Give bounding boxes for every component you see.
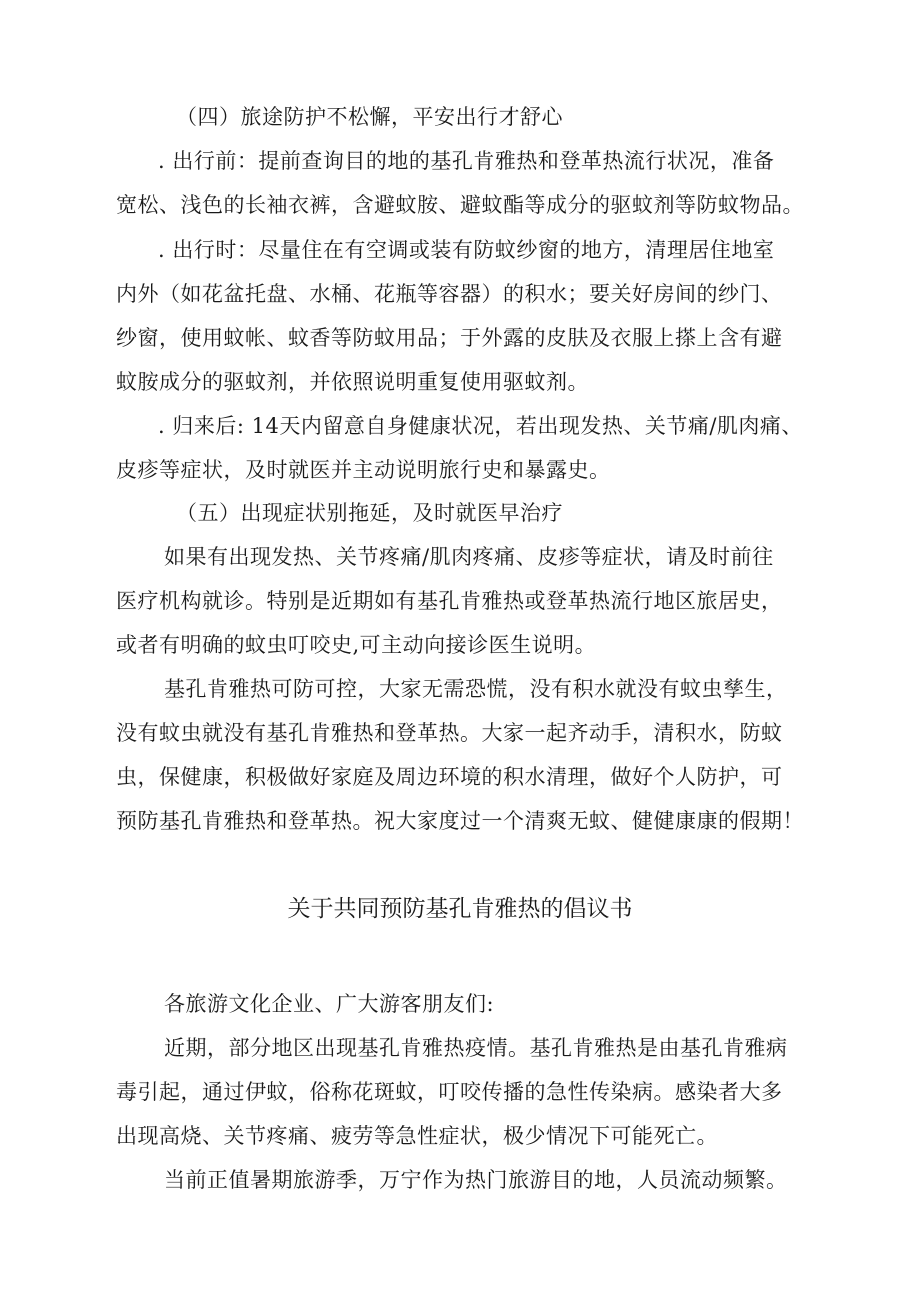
paragraph-symptoms-line-3: 或者有明确的蚊虫叮咬史,可主动向接诊医生说明。 <box>116 633 597 657</box>
salutation: 各旅游文化企业、广大游客朋友们: <box>164 992 495 1016</box>
paragraph-during-travel-line-3: 纱窗，使用蚊帐、蚊香等防蚊用品；于外露的皮肤及衣服上搽上含有避 <box>116 326 783 350</box>
paragraph-tourism-line-1: 当前正值暑期旅游季，万宁作为热门旅游目的地，人员流动频繁。 <box>164 1168 788 1192</box>
paragraph-during-travel-line-1: . 出行时：尽量住在有空调或装有防蚊纱窗的地方，清理居住地室 <box>158 238 775 262</box>
paragraph-outbreak-line-3: 出现高烧、关节疼痛、疲劳等急性症状，极少情况下可能死亡。 <box>116 1124 718 1148</box>
paragraph-during-travel-line-2: 内外（如花盆托盘、水桶、花瓶等容器）的积水；要关好房间的纱门、 <box>116 282 783 306</box>
paragraph-symptoms-line-1: 如果有出现发热、关节疼痛/肌肉疼痛、皮疹等症状，请及时前往 <box>164 545 774 569</box>
paragraph-after-travel-line-1: . 归来后: 14天内留意自身健康状况，若出现发热、关节痛/肌肉痛、 <box>158 414 803 438</box>
paragraph-conclusion-line-3: 虫，保健康，积极做好家庭及周边环境的积水清理，做好个人防护，可 <box>116 765 783 789</box>
paragraph-before-travel-line-2: 宽松、浅色的长袖衣裤，含避蚊胺、避蚊酯等成分的驱蚊剂等防蚊物品。 <box>116 193 804 217</box>
document-title: 关于共同预防基孔肯雅热的倡议书 <box>287 896 633 922</box>
paragraph-conclusion-line-4: 预防基孔肯雅热和登革热。祝大家度过一个清爽无蚊、健健康康的假期！ <box>116 809 804 833</box>
paragraph-before-travel-line-1: . 出行前：提前查询目的地的基孔肯雅热和登革热流行状况，准备 <box>158 149 775 173</box>
paragraph-after-travel-line-2: 皮疹等症状，及时就医并主动说明旅行史和暴露史。 <box>116 458 611 482</box>
paragraph-conclusion-line-2: 没有蚊虫就没有基孔肯雅热和登革热。大家一起齐动手，清积水，防蚊 <box>116 721 783 745</box>
paragraph-during-travel-line-4: 蚊胺成分的驱蚊剂，并依照说明重复使用驱蚊剂。 <box>116 370 589 394</box>
section-heading-seek-treatment: （五）出现症状别拖延，及时就医早治疗 <box>176 501 563 525</box>
section-heading-travel-protection: （四）旅途防护不松懈，平安出行才舒心 <box>176 105 563 129</box>
paragraph-symptoms-line-2: 医疗机构就诊。特别是近期如有基孔肯雅热或登革热流行地区旅居史， <box>116 589 783 613</box>
paragraph-outbreak-line-2: 毒引起，通过伊蚊，俗称花斑蚊，叮咬传播的急性传染病。感染者大多 <box>116 1080 783 1104</box>
paragraph-conclusion-line-1: 基孔肯雅热可防可控，大家无需恐慌，没有积水就没有蚊虫孳生， <box>164 677 788 701</box>
paragraph-outbreak-line-1: 近期，部分地区出现基孔肯雅热疫情。基孔肯雅热是由基孔肯雅病 <box>164 1036 788 1060</box>
